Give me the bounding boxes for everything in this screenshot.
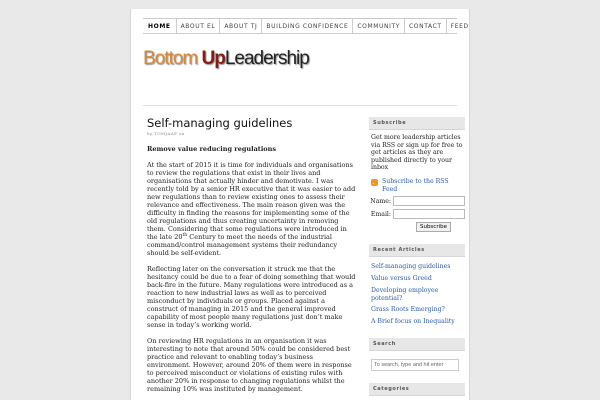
logo-leadership: Leadership bbox=[224, 48, 309, 69]
categories-title: Categories bbox=[369, 383, 465, 396]
p1-text-b: Century to meet the needs of the industrial command/control management systems their redundancy should be self-evident. bbox=[147, 233, 338, 257]
recent-articles-title: Recent Articles bbox=[369, 244, 465, 257]
recent-article-link[interactable]: A Brief focus on Inequality bbox=[371, 318, 455, 326]
logo-bottom: Bottom bbox=[143, 48, 198, 69]
header-divider bbox=[143, 105, 457, 106]
recent-article-link[interactable]: Self-managing guidelines bbox=[371, 263, 451, 271]
recent-article-link[interactable]: Value versus Greed bbox=[371, 274, 432, 282]
subscribe-widget bbox=[369, 117, 465, 232]
recent-articles-widget bbox=[369, 244, 465, 326]
page-container bbox=[130, 9, 470, 400]
rss-subscribe-label: Subscribe to the RSS Feed bbox=[382, 177, 449, 193]
search-title: Search bbox=[369, 338, 465, 351]
name-row bbox=[369, 196, 465, 206]
p1-text-a: At the start of 2015 it is time for individuals and organisations to review the regulations that exist in their lives and organisations that actually hinder and demotivate. I was recently told by a senior HR executive that it was easier to add new regulations than to review existing ones to assess their relevance and effectiveness. The main reason given was the difficulty in finding the reasons for implementing some of the old regulations and thus creating uncertainty in removing them. Considering that some regulations were introduced in the late 20 bbox=[147, 161, 356, 241]
logo-up: Up bbox=[201, 48, 225, 69]
post-lead: Remove value reducing regulations bbox=[147, 145, 277, 153]
nav-community[interactable]: COMMUNITY bbox=[353, 19, 405, 33]
nav-about-tj[interactable]: ABOUT TJ bbox=[220, 19, 262, 33]
name-label: Name: bbox=[370, 197, 391, 205]
search-widget bbox=[369, 338, 465, 371]
nav-building-confidence[interactable]: BUILDING CONFIDENCE bbox=[262, 19, 353, 33]
nav-about-el[interactable]: ABOUT EL bbox=[177, 19, 221, 33]
search-input[interactable] bbox=[371, 359, 459, 371]
subscribe-description: Get more leadership articles via RSS or sign up for free to get articles as they are published directly to your inbox bbox=[371, 134, 463, 172]
rss-subscribe-link[interactable] bbox=[369, 172, 465, 193]
nav-feed-label: FEED bbox=[450, 22, 469, 30]
post-paragraph-2: Reflecting later on the conversation it struck me that the hesitancy could be due to a fear of doing something that would back-fire in the future. Many regulations were introduced as a reaction to new industrial laws as well as to perceived misconduct by individuals or groups. Placed against a construct of managing in 2015 and the general improved capability of most people many regulations just don’t make sense in today’s working world. bbox=[147, 265, 356, 329]
nav-home[interactable]: HOME bbox=[143, 19, 177, 33]
nav-contact[interactable]: CONTACT bbox=[405, 19, 447, 33]
recent-article-link[interactable]: Developing employee potential? bbox=[371, 286, 439, 302]
email-field[interactable] bbox=[393, 209, 465, 219]
post-meta: by TOMJAAP on bbox=[147, 131, 185, 136]
email-label: Email: bbox=[370, 210, 391, 218]
categories-widget bbox=[369, 383, 465, 396]
rss-icon bbox=[371, 179, 378, 186]
post-paragraph-1 bbox=[147, 161, 357, 257]
subscribe-title: Subscribe bbox=[369, 117, 465, 130]
post-paragraph-3: On reviewing HR regulations in an organisation it was interesting to note that around 50% could be considered best practice and relevant to enabling today’s business environment. However, around 20% of them were in response to perceived misconduct or violations of existing rules with another 20% in response to changing regulations whilst the remaining 10% was instituted by management. bbox=[147, 337, 352, 393]
email-row bbox=[369, 209, 465, 219]
sidebar bbox=[369, 117, 465, 400]
post-content bbox=[147, 116, 357, 393]
subscribe-button[interactable]: Subscribe bbox=[416, 222, 451, 232]
p1-superscript: th bbox=[182, 233, 188, 238]
recent-articles-list bbox=[369, 257, 465, 326]
post-title[interactable]: Self-managing guidelines bbox=[147, 116, 293, 130]
name-field[interactable] bbox=[393, 196, 465, 206]
recent-article-link[interactable]: Grass Roots Emerging? bbox=[371, 306, 445, 314]
